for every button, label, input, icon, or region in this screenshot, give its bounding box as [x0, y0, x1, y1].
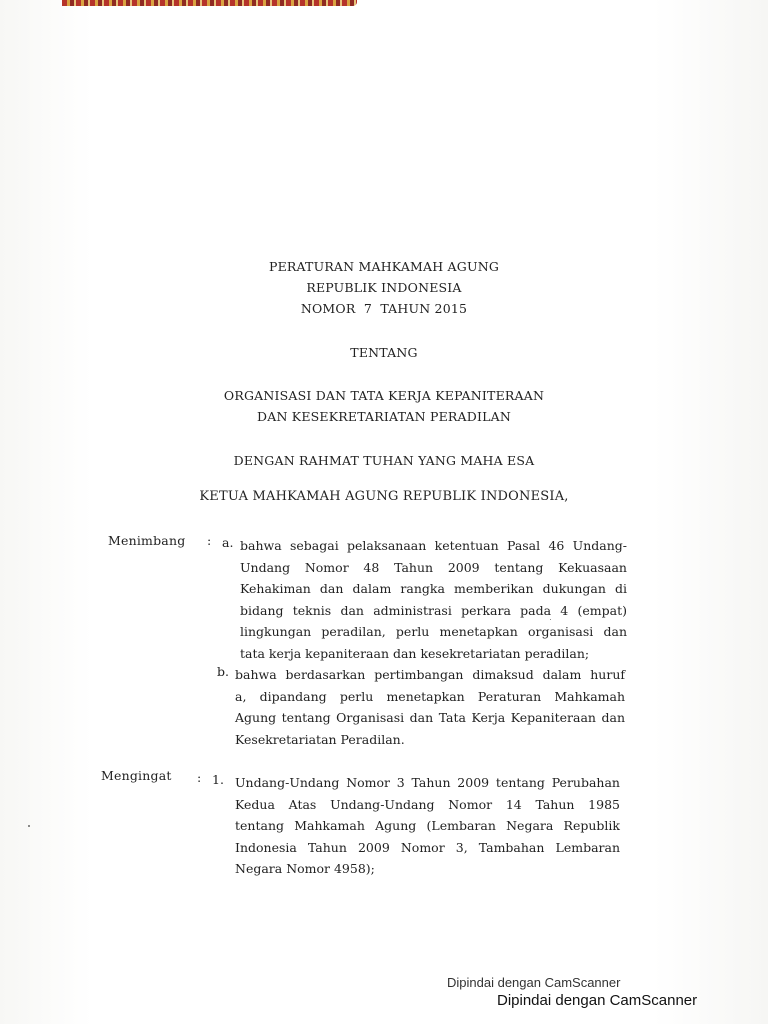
subject-block: [0, 385, 768, 427]
invocation-heading: DENGAN RAHMAT TUHAN YANG MAHA ESA: [233, 453, 535, 468]
menimbang-item-b: [235, 664, 625, 750]
menimbang-label: Menimbang: [108, 533, 186, 548]
title-line-1: PERATURAN MAHKAMAH AGUNG: [268, 259, 500, 274]
text-line: Kehakiman dan dalam rangka memberikan dukungan di: [240, 581, 627, 596]
text-line: Kesekretariatan Peradilan.: [235, 731, 405, 747]
mengingat-item-1-marker: 1.: [212, 772, 224, 787]
mengingat-colon: :: [197, 770, 202, 785]
text-line: Undang-Undang Nomor 3 Tahun 2009 tentang Perubahan: [235, 775, 620, 790]
mengingat-item-1: [235, 772, 620, 880]
text-line: bidang teknis dan administrasi perkara pada 4 (empat): [240, 602, 627, 618]
text-line: bahwa sebagai pelaksanaan ketentuan Pasal 46 Undang-: [240, 538, 627, 553]
scan-speck: [550, 619, 551, 620]
text-line: lingkungan peradilan, perlu menetapkan organisasi dan: [240, 624, 627, 639]
text-line: a, dipandang perlu menetapkan Peraturan Mahkamah: [235, 688, 625, 704]
menimbang-colon: :: [207, 533, 212, 548]
subject-line-1: ORGANISASI DAN TATA KERJA KEPANITERAAN: [223, 388, 545, 403]
menimbang-item-a: [240, 535, 627, 664]
text-line: tata kerja kepaniteraan dan kesekretariatan peradilan;: [240, 645, 590, 661]
text-line: Kedua Atas Undang-Undang Nomor 14 Tahun 1985: [235, 796, 620, 812]
tentang-heading: TENTANG: [350, 345, 418, 360]
text-line: Negara Nomor 4958);: [235, 861, 375, 876]
scan-speck: [28, 825, 30, 827]
mengingat-label: Mengingat: [101, 768, 172, 783]
scanner-watermark: Dipindai dengan CamScanner: [497, 992, 698, 1009]
cover-edge-strip: [62, 0, 357, 6]
title-line-3: NOMOR 7 TAHUN 2015: [300, 301, 468, 316]
text-line: Undang Nomor 48 Tahun 2009 tentang Kekuasaan: [240, 559, 627, 575]
title-line-2: REPUBLIK INDONESIA: [306, 280, 462, 295]
menimbang-item-b-marker: b.: [217, 664, 229, 679]
scanner-watermark-faint: Dipindai dengan CamScanner: [447, 975, 621, 990]
authority-heading: KETUA MAHKAMAH AGUNG REPUBLIK INDONESIA,: [199, 489, 569, 504]
subject-line-2: DAN KESEKRETARIATAN PERADILAN: [257, 409, 511, 424]
text-line: Indonesia Tahun 2009 Nomor 3, Tambahan Lembaran: [235, 839, 620, 855]
menimbang-item-a-marker: a.: [222, 535, 234, 550]
text-line: Agung tentang Organisasi dan Tata Kerja Kepaniteraan dan: [235, 710, 625, 725]
text-line: tentang Mahkamah Agung (Lembaran Negara Republik: [235, 818, 620, 833]
text-line: bahwa berdasarkan pertimbangan dimaksud dalam huruf: [235, 667, 625, 682]
title-block: [0, 256, 768, 319]
